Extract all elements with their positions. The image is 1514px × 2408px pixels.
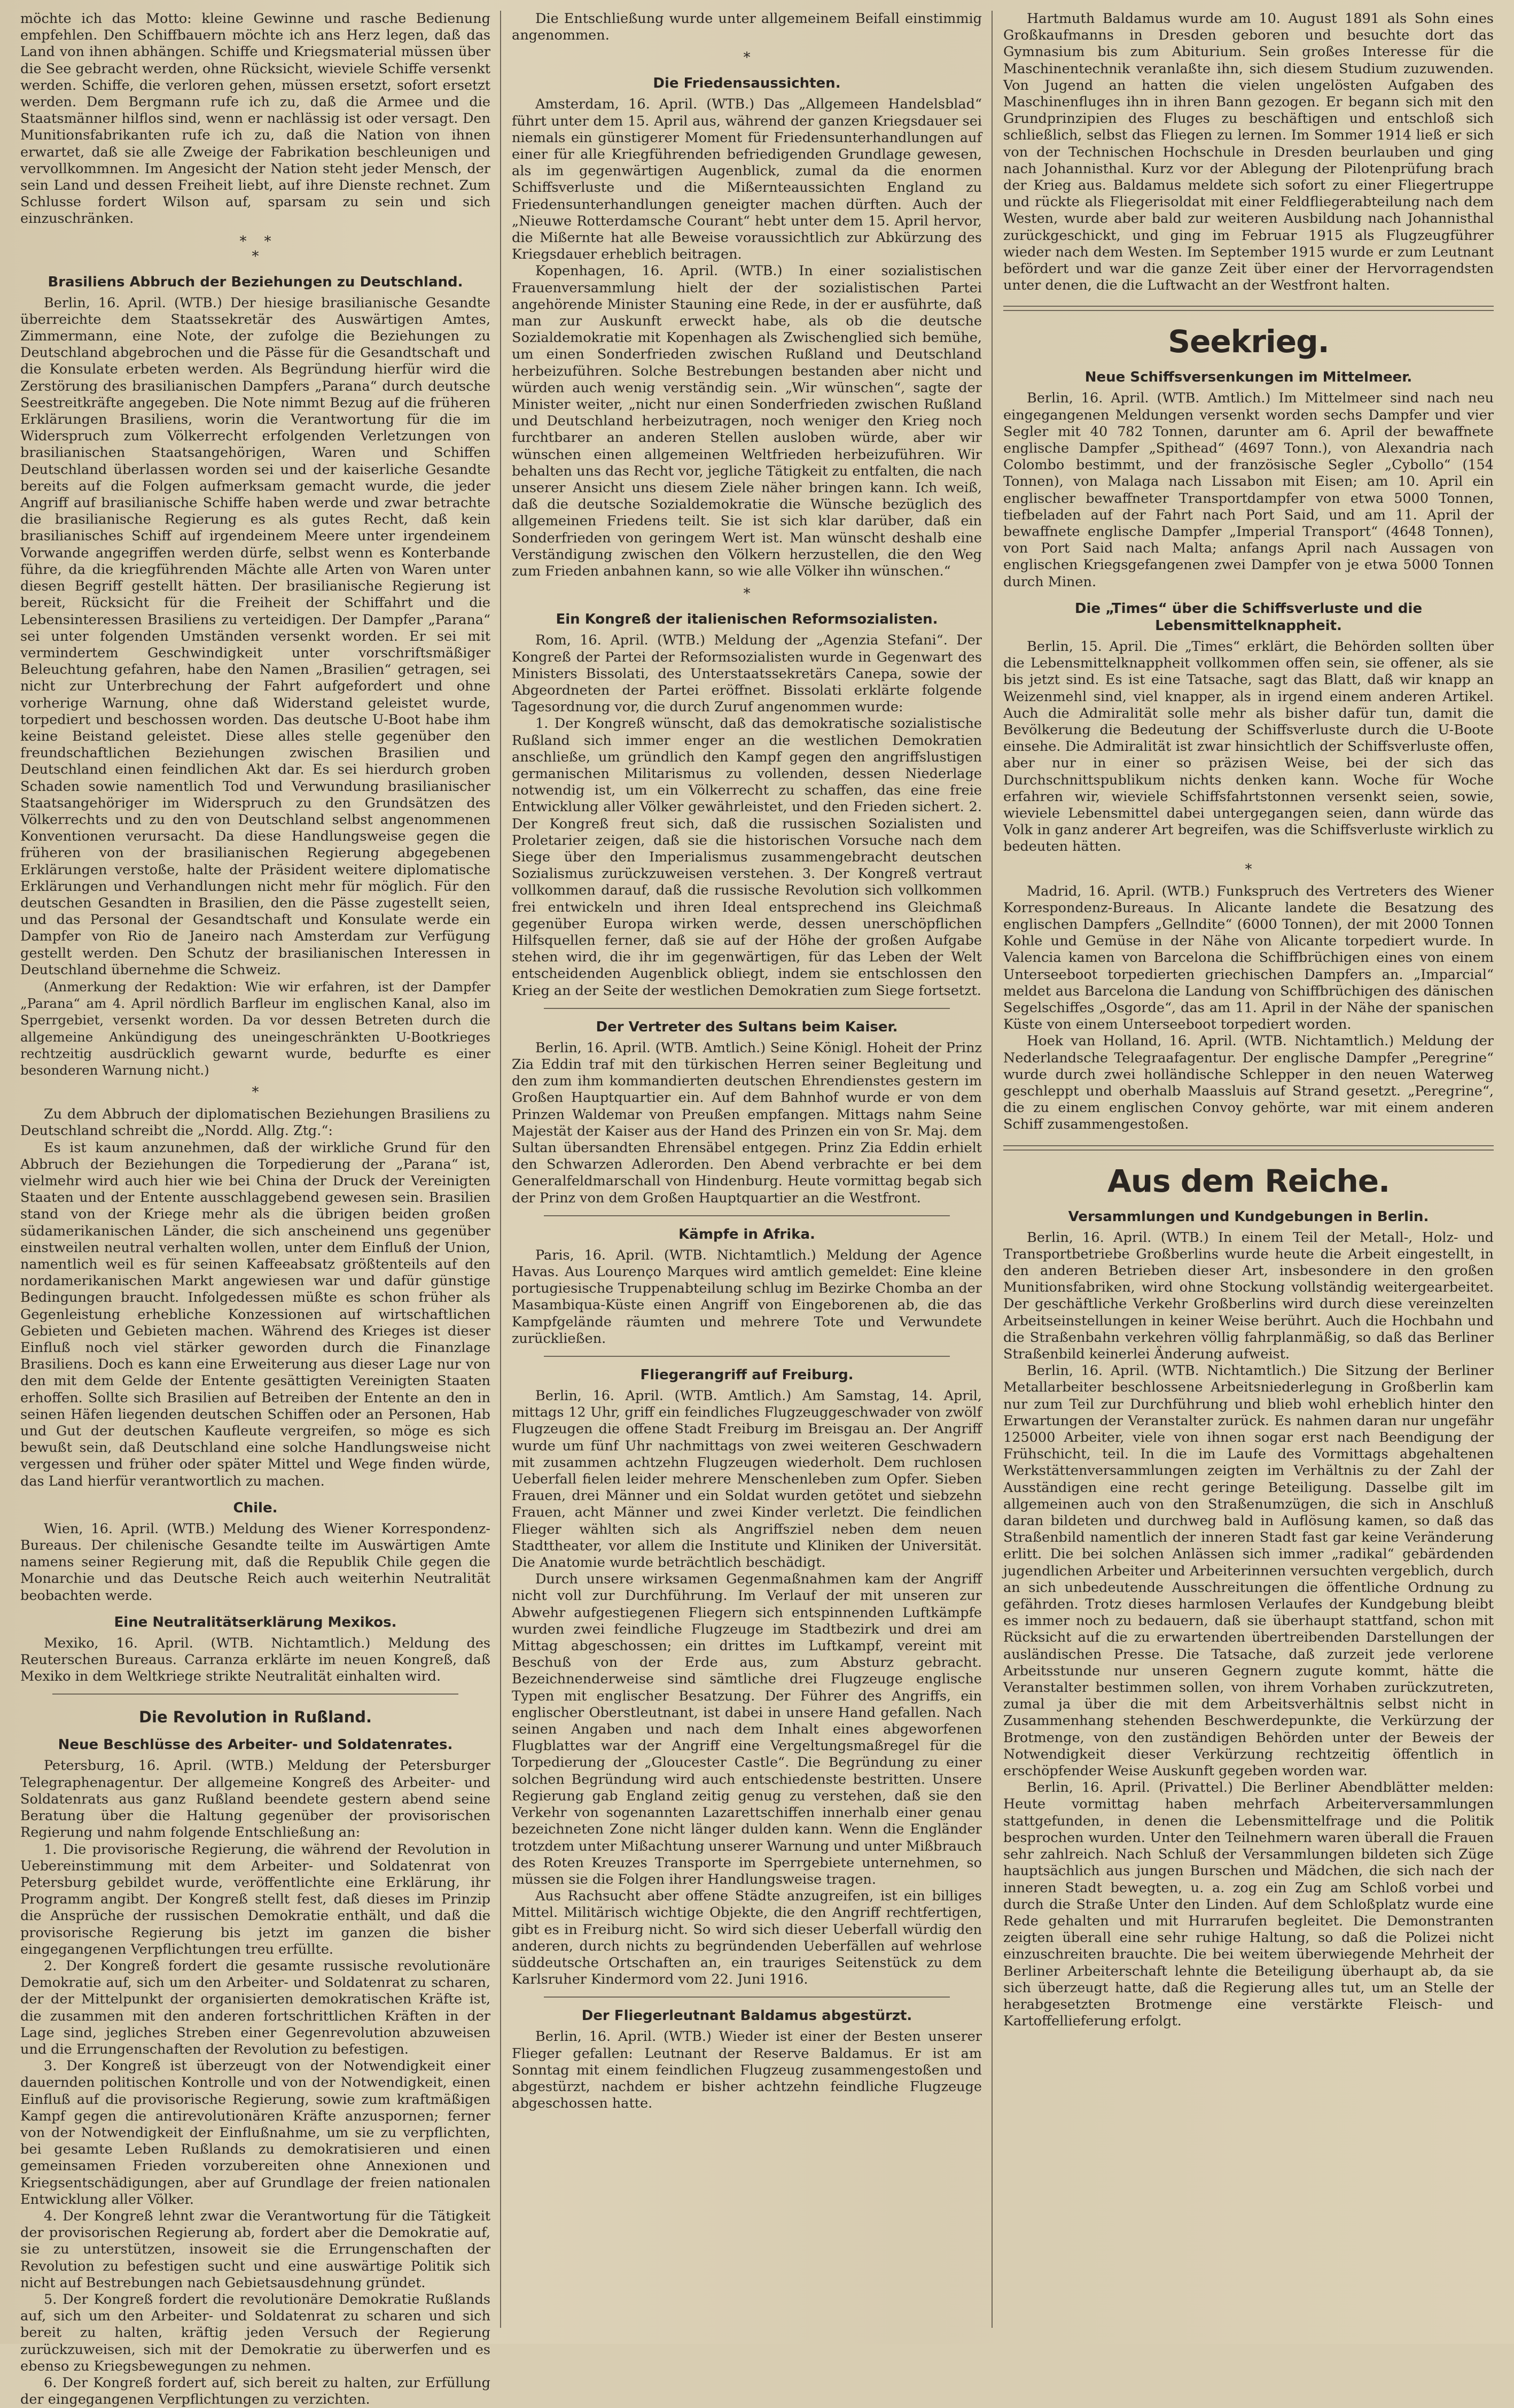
- section-rule: [52, 1694, 458, 1695]
- separator-stars: * * *: [239, 233, 271, 265]
- article-text: Berlin, 16. April. (WTB. Amtlich.) Am Samstag, 14. April, mittags 12 Uhr, griff ein feindliches Flugzeuggeschwader von zwölf Flugzeugen die offene Stadt Freiburg im Breisgau an. Der Angriff wurde um fünf Uhr nachmittags von zwei weiteren Geschwadern mit zusammen achtzehn Flugzeugen wiederholt. Dem ruchlosen Ueberfall fielen leider mehrere Menschenleben zum Opfer. Sieben Frauen, drei Männer und ein Soldat wurden getötet und siebzehn Frauen, acht Männer und zwei Kinder verletzt. Die feindlichen Flieger wählten sich als Angriffsziel neben dem neuen Stadttheater, vor allem die Institute und Kliniken der Universität. Die Anatomie wurde beträchtlich beschädigt.: [512, 1388, 982, 1571]
- column-3: [1003, 11, 1494, 2328]
- section-rule: [544, 1215, 950, 1216]
- article-text: 6. Der Kongreß fordert auf, sich bereit zu halten, zur Erfüllung der eingegangenen Verpflichtungen zu verzichten.: [20, 2375, 490, 2408]
- article-text: Berlin, 15. April. Die „Times“ erklärt, die Behörden sollten über die Lebensmittelknappheit vollkommen offen sein, sie offener, als sie bis jetzt sind. Es ist eine Tatsache, sagt das Blatt, daß wir knapp an Weizenmehl sind, viel knapper, als in irgend einem anderen Artikel. Auch die Admiralität solle mehr als bisher dafür tun, damit die Bevölkerung die Bedeutung der Schiffsverluste durch die U-Boote einsehe. Die Admiralität ist zwar hinsichtlich der Schiffsverluste offen, aber nur in einer so präzisen Weise, bei der sich das Durchschnittspublikum nichts denken kann. Woche für Woche erfahren wir, wieviele Schiffsfahrtstonnen versenkt seien, sowie, wieviele Lebensmittel dabei untergegangen seien, dann würde das Volk in ganz anderer Art begreifen, was die Schiffsverluste wirklich zu bedeuten hätten.: [1003, 638, 1494, 855]
- article-text: 2. Der Kongreß fordert die gesamte russische revolutionäre Demokratie auf, sich um den Arbeiter- und Soldatenrat zu scharen, der der Mittelpunkt der organisierten demokratischen Kräfte ist, die zusammen mit den anderen fortschrittlichen Kräften in der Lage sind, jegliches Streben einer Gegenrevolution abzuweisen und die Errungenschaften der Revolution zu befestigen.: [20, 1958, 490, 2057]
- article-text: 1. Der Kongreß wünscht, daß das demokratische sozialistische Rußland sich immer enger an die westlichen Demokratien anschließe, um gründlich den Kampf gegen den angriffslustigen germanischen Militarismus zu vollenden, dessen Niederlage notwendig ist, um ein Völkerrecht zu schaffen, das eine freie Entwicklung aller Völker gewährleistet, und den Frieden sichert. 2. Der Kongreß freut sich, daß die russischen Sozialisten und Proletarier zeigen, daß sie die historischen Vorsuche nach dem Siege über den Imperialismus zusammengebracht deutschen Sozialismus zurückzuweisen verstehen. 3. Der Kongreß vertraut vollkommen darauf, daß die russische Revolution sich vollkommen frei entwickeln und ihren Ideal entsprechend ins Gleichmaß gegenüber Europa wirken werde, dessen unerschöpflichen Hilfsquellen ferner, daß sie auf der Höhe der großen Aufgabe stehen wird, die ihr im gegenwärtigen, für das Leben der Welt entscheidenden Augenblick obliegt, indem sie entschlossen den Krieg an der Seite der westlichen Demokratien zum Siege fortsetzt.: [512, 716, 982, 999]
- separator-stars: *: [743, 50, 751, 66]
- article-text: Mexiko, 16. April. (WTB. Nichtamtlich.) Meldung des Reuterschen Bureaus. Carranza erklärte im neuen Kongreß, daß Mexiko in dem Weltkriege strikte Neutralität einhalten wird.: [20, 1635, 490, 1685]
- article-text: Petersburg, 16. April. (WTB.) Meldung der Petersburger Telegraphenagentur. Der allgemeine Kongreß des Arbeiter- und Soldatenrats aus ganz Rußland beendete gestern abend seine Beratung über die Haltung gegenüber der provisorischen Regierung und nahm folgende Entschließung an:: [20, 1758, 490, 1841]
- article-heading: Fliegerangriff auf Freiburg.: [640, 1367, 854, 1384]
- article-heading: Die „Times“ über die Schiffsverluste und die Lebensmittelknappheit.: [1074, 600, 1423, 634]
- article-text: Berlin, 16. April. (WTB.) Der hiesige brasilianische Gesandte überreichte dem Staatssekretär des Auswärtigen Amtes, Zimmermann, eine Note, der zufolge die Beziehungen zu Deutschland abgebrochen und die Pässe für die Gesandtschaft und die Konsulate erbeten werden. Als Begründung hierfür wird die Zerstörung des brasilianischen Dampfers „Parana“ durch deutsche Seestreitkräfte angegeben. Die Note nimmt Bezug auf die früheren Erklärungen Brasiliens, worin die Verantwortung für die im Widerspruch zum Völkerrecht erfolgenden Verletzungen von brasilianischen Staatsangehörigen, Waren und Schiffen Deutschland überlassen worden sei und der kaiserliche Gesandte bereits auf die Folgen aufmerksam gemacht wurde, die jeder Angriff auf brasilianische Schiffe haben werde und zwar betrachte die brasilianische Regierung es als gutes Recht, daß kein brasilianisches Schiff auf irgendeinem Meere unter irgendeinem Vorwande angegriffen werden dürfe, selbst wenn es Konterbande führe, da die kriegführenden Mächte alle Arten von Waren unter diesen Begriff gestellt hätten. Der brasilianische Regierung ist bereit, Rücksicht für die Freiheit der Schiffahrt und die Lebensinteressen Brasiliens zu verteidigen. Der Dampfer „Parana“ sei unter folgenden Umständen versenkt worden. Er sei mit vermindertem Geschwindigkeit unter vorschriftsmäßiger Beleuchtung gefahren, habe den Namen „Brasilien“ getragen, sei nicht zur Unterbrechung der Fahrt aufgefordert und ohne vorherige Warnung, ohne daß Widerstand geleistet wurde, torpediert und beschossen worden. Das deutsche U-Boot habe ihm keine Beistand geleistet. Diese alles stelle gegenüber den freundschaftlichen Beziehungen zwischen Brasilien und Deutschland einen feindlichen Akt dar. Es sei hierdurch groben Schaden sowie namentlich Tod und Verwundung brasilianischer Staatsangehöriger im Widerspruch zu den Grundsätzen des Völkerrechts und zu den von Deutschland selbst angenommenen Konventionen verursacht. Da diese Handlungsweise gegen die früheren von der brasilianischen Regierung abgegebenen Erklärungen verstoße, halte der Präsident weitere diplomatische Erklärungen und Verhandlungen nicht mehr für möglich. Für den deutschen Gesandten in Brasilien, den die Pässe zugestellt seien, und das Personal der Gesandtschaft und Konsulate werde ein Dampfer von Rio de Janeiro nach Amsterdam zur Verfügung gestellt werden. Den Schutz der brasilianischen Interessen in Deutschland übernehme die Schweiz.: [20, 294, 490, 978]
- article-text: 1. Die provisorische Regierung, die während der Revolution in Uebereinstimmung mit dem Arbeiter- und Soldatenrat von Petersburg gebildet wurde, veröffentlichte eine Erklärung, ihr Programm angibt. Der Kongreß stellt fest, daß dieses im Prinzip die Ansprüche der russischen Demokratie enthält, und daß die provisorische Regierung bis jetzt im ganzen die bisher eingegangenen Verpflichtungen treu erfüllte.: [20, 1841, 490, 1958]
- article-heading: Ein Kongreß der italienischen Reformsozialisten.: [556, 611, 938, 628]
- article-text: Berlin, 16. April. (Privattel.) Die Berliner Abendblätter melden: Heute vormittag haben mehrfach Arbeiterversammlungen stattgefunden, in denen die Lebensmittelfrage und die Politik besprochen wurden. Unter den Teilnehmern waren überall die Frauen sehr zahlreich. Nach Schluß der Versammlungen bildeten sich Züge hauptsächlich aus jungen Burschen und Mädchen, die sich nach der inneren Stadt bewegten, u. a. zog ein Zug am Schloß vorbei und durch die Straße Unter den Linden. Auf dem Schloßplatz wurde eine Rede gehalten und mit Hurrarufen begleitet. Die Demonstranten zeigten überall eine sehr ruhige Haltung, so daß die Polizei nicht einzuschreiten brauchte. Die bei weitem überwiegende Mehrheit der Berliner Arbeiterschaft lehnte die Beteiligung überhaupt ab, da sie sich überzeugt hatte, daß die Regierung alles tut, um an Stelle der herabgesetzten Brotmenge eine verstärkte Fleisch- und Kartoffellieferung erfolgt.: [1003, 1780, 1494, 2030]
- section-rule: [544, 1356, 950, 1357]
- article-heading: Kämpfe in Afrika.: [678, 1226, 815, 1242]
- article-text: Berlin, 16. April. (WTB. Amtlich.) Im Mittelmeer sind nach neu eingegangenen Meldungen versenkt worden sechs Dampfer und vier Segler mit 40 782 Tonnen, darunter am 6. April der bewaffnete englische Dampfer „Spithead“ (4697 Tonn.), von Alexandria nach Colombo bestimmt, und der französische Segler „Cybollo“ (154 Tonnen), von Malaga nach Lissabon mit Eisen; am 10. April ein englischer bewaffneter Transportdampfer von etwa 5000 Tonnen, tiefbeladen auf der Fahrt nach Port Said, und am 11. April der bewaffnete englische Dampfer „Imperial Transport“ (4648 Tonnen), von Port Said nach Malta; anfangs April nach Aussagen von englischen Kriegsgefangenen zwei Dampfer von je etwa 5000 Tonnen durch Minen.: [1003, 390, 1494, 590]
- column-1: [20, 11, 490, 2408]
- editorial-note: (Anmerkung der Redaktion: Wie wir erfahren, ist der Dampfer „Parana“ am 4. April nördlich Barfleur im englischen Kanal, also im Sperrgebiet, versenkt worden. Da vor dessen Betreten durch die allgemeine Ankündigung des uneingeschränkten U-Bootkrieges rechtzeitig ausdrücklich gewarnt wurde, bedurfte es einer besonderen Warnung nicht.): [20, 978, 490, 1078]
- article-text: 3. Der Kongreß ist überzeugt von der Notwendigkeit einer dauernden politischen Kontrolle und von der Notwendigkeit, einen Einfluß auf die provisorische Regierung, sowie zum kraftmäßigen Kampf gegen die antirevolutionären Kräfte anzuspornen; ferner von der Notwendigkeit der Einflußnahme, um sie zu verpflichten, bei gesamte Leben Rußlands zu demokratisieren und einen gemeinsamen Frieden vorzubereiten ohne Annexionen und Kriegsentschädigungen, aber auf Grundlage der freien nationalen Entwicklung aller Völker.: [20, 2058, 490, 2208]
- article-text: Kopenhagen, 16. April. (WTB.) In einer sozialistischen Frauenversammlung hielt der der sozialistischen Partei angehörende Minister Stauning eine Rede, in der er ausführte, daß man zur Auskunft erweckt habe, als ob die deutsche Sozialdemokratie mit Kopenhagen als Zwischenglied sich bemühe, um einen Sonderfrieden zwischen Rußland und Deutschland herbeizuführen. Solche Bestrebungen bestanden aber nicht und würden auch wenig verständig sein. „Wir wünschen“, sagte der Minister weiter, „nicht nur einen Sonderfrieden zwischen Rußland und Deutschland herbeizutragen, noch weniger den Krieg noch furchtbarer an anderen Stellen ausloben würde, aber wir wünschen einen allgemeinen Weltfrieden herbeizuführen. Wir behalten uns das Recht vor, jegliche Tätigkeit zu entfalten, die nach unserer Ansicht uns diesem Ziele näher bringen kann. Ich weiß, daß die deutsche Sozialdemokratie die Wünsche bezüglich des allgemeinen Friedens teilt. Sie ist sich klar darüber, daß ein Sonderfrieden von geringem Wert ist. Man wünscht deshalb eine Verständigung zwischen den Völkern herzustellen, die den Weg zum Frieden anbahnen kann, so wie alle Völker ihn wünschen.“: [512, 263, 982, 580]
- article-text: Berlin, 16. April. (WTB.) In einem Teil der Metall-, Holz- und Transportbetriebe Großberlins wurde heute die Arbeit eingestellt, in den anderen Betrieben dieser Art, insbesondere in den großen Munitionsfabriken, wird ohne Stockung vollständig weitergearbeitet. Der geschäftliche Verkehr Großberlins wird durch diese vereinzelten Arbeitseinstellungen in keiner Weise berührt. Auch die Hochbahn und die Straßenbahn verkehren völlig fahrplanmäßig, so daß das Berliner Straßenbild keinerlei Änderung aufweist.: [1003, 1229, 1494, 1362]
- article-subheading: Neue Schiffsversenkungen im Mittelmeer.: [1084, 369, 1412, 386]
- article-text: Berlin, 16. April. (WTB. Nichtamtlich.) Die Sitzung der Berliner Metallarbeiter beschlossene Arbeitsniederlegung in Großberlin kam nur zum Teil zur Durchführung und blieb wohl erheblich hinter den Erwartungen der Veranstalter zurück. Es nahmen daran nur ungefähr 125000 Arbeiter, viele von ihnen sogar erst nach Beendigung der Frühschicht, teil. In die im Laufe des Vormittags abgehaltenen Werkstättenversammlungen zeigten im Verhältnis zu der Zahl der Ausständigen eine recht geringe Beteiligung. Dasselbe gilt im allgemeinen auch von den Straßenumzügen, die sich in Anschluß daran bildeten und durchweg bald in Auflösung kamen, so daß das Straßenbild namentlich der inneren Stadt fast gar keine Veränderung erlitt. Die bei solchen Anlässen sich immer „radikal“ gebärdenden jugendlichen Arbeiter und Arbeiterinnen versuchten vergeblich, durch an sich unbedeutende Ausschreitungen die öffentliche Ordnung zu gefährden. Trotz dieses harmlosen Verlaufes der Kundgebung bleibt es immer noch zu bedauern, daß sie überhaupt stattfand, schon mit Rücksicht auf die zu erwartenden übertreibenden Darstellungen der ausländischen Presse. Die Tatsache, daß zurzeit jede verlorene Arbeitsstunde nur unseren Gegnern zugute kommt, hätte die Veranstalter bestimmen sollen, von ihrem Vorhaben zurückzutreten, zumal ja über die mit dem Arbeitsverhältnis selbst nicht in Zusammenhang stehenden Beschwerdepunkte, die Verkürzung der Brotmenge, von den zuständigen Behörden unter der Beweis der Notwendigkeit dieser Verkürzung rechtzeitig öffentlich in erschöpfender Weise Auskunft gegeben worden war.: [1003, 1363, 1494, 1780]
- column-rule: [992, 11, 993, 2328]
- separator-stars: *: [252, 1084, 259, 1101]
- section-heading: Aus dem Reiche.: [1107, 1162, 1390, 1199]
- article-text: Rom, 16. April. (WTB.) Meldung der „Agenzia Stefani“. Der Kongreß der Partei der Reformsozialisten wurde in Gegenwart des Ministers Bissolati, des Unterstaatssekretärs Canepa, sowie der Abgeordneten der Partei eröffnet. Bissolati erklärte folgende Tagesordnung vor, die durch Zuruf angenommen wurde:: [512, 632, 982, 716]
- column-2: [512, 11, 982, 2328]
- separator-stars: *: [743, 586, 751, 602]
- section-heading: Die Revolution in Rußland.: [138, 1708, 372, 1727]
- section-heading: Seekrieg.: [1168, 323, 1329, 360]
- article-text: Es ist kaum anzunehmen, daß der wirkliche Grund für den Abbruch der Beziehungen die Torpedierung der „Parana“ ist, vielmehr wird auch hier wie bei China der Druck der Vereinigten Staaten und der Entente ausschlaggebend gewesen sein. Brasilien stand von der Kriege mehr als die übrigen beiden großen südamerikanischen Länder, die sich anscheinend uns gegenüber einstweilen neutral verhalten wollen, unter dem Einfluß der Union, namentlich weil es für seinen Kaffeeabsatz größtenteils auf den nordamerikanischen Markt angewiesen war und dafür günstige Bedingungen braucht. Infolgedessen müßte es schon früher als Gegenleistung erhebliche Konzessionen auf wirtschaftlichen Gebieten und Gebieten machen. Während des Krieges ist dieser Einfluß noch viel stärker geworden durch die Finanzlage Brasiliens. Doch es kann eine Erweiterung aus dieser Lage nur von den mit dem Gelde der Entente gesättigten Vereinigten Staaten erhoffen. Sollte sich Brasilien auf Betreiben der Entente an den in seinen Häfen liegenden deutschen Schiffen oder an Personen, Hab und Gut der deutschen Kaufleute vergreifen, so möge es sich bewußt sein, daß Deutschland eine solche Handlungsweise nicht vergessen und früher oder später Mittel und Wege finden würde, das Land hierfür verantwortlich zu machen.: [20, 1139, 490, 1489]
- article-text: Amsterdam, 16. April. (WTB.) Das „Allgemeen Handelsblad“ führt unter dem 15. April aus, während der ganzen Kriegsdauer sei niemals ein günstigerer Moment für Friedensunterhandlungen auf einer für alle Kriegführenden befriedigenden Grundlage gewesen, als im gegenwärtigen Augenblick, zumal da die enormen Schiffsverluste und die Mißernteaussichten England zu Friedensunterhandlungen geneigter machen dürften. Auch der „Nieuwe Rotterdamsche Courant“ hebt unter dem 15. April hervor, die Mißernte hat alle Beweise voraussichtlich zur Abkürzung des Kriegsdauer erheblich beitragen.: [512, 96, 982, 263]
- article-heading: Der Vertreter des Sultans beim Kaiser.: [596, 1019, 898, 1035]
- article-heading: Brasiliens Abbruch der Beziehungen zu Deutschland.: [48, 274, 463, 290]
- article-heading: Der Fliegerleutnant Baldamus abgestürzt.: [581, 2008, 912, 2024]
- article-subheading: Neue Beschlüsse des Arbeiter- und Soldatenrates.: [58, 1737, 453, 1753]
- article-text: Berlin, 16. April. (WTB.) Wieder ist einer der Besten unserer Flieger gefallen: Leutnant der Reserve Baldamus. Er ist am Sonntag mit einem feindlichen Flugzeug zusammengestoßen und abgestürzt, nachdem er bisher achtzehn feindliche Flugzeuge abgeschossen hatte.: [512, 2029, 982, 2112]
- article-text: 5. Der Kongreß fordert die revolutionäre Demokratie Rußlands auf, sich um den Arbeiter- und Soldatenrat zu scharen und sich bereit zu halten, kräftig jeden Versuch der Regierung zurückzuweisen, sich mit der Demokratie zu überwerfen und es ebenso zu Kriegsbewegungen zu nehmen.: [20, 2291, 490, 2374]
- section-rule: [1003, 306, 1494, 311]
- article-text: Paris, 16. April. (WTB. Nichtamtlich.) Meldung der Agence Havas. Aus Lourenço Marques wird amtlich gemeldet: Eine kleine portugiesische Truppenabteilung schlug im Bezirke Chomba an der Masambiqua-Küste einen Angriff von Eingeborenen ab, die das Kampfgelände räumten und mehrere Tote und Verwundete zurückließen.: [512, 1247, 982, 1347]
- section-rule: [544, 1997, 950, 1998]
- section-rule: [544, 1008, 950, 1009]
- article-heading: Chile.: [233, 1500, 278, 1516]
- article-text: Berlin, 16. April. (WTB. Amtlich.) Seine Königl. Hoheit der Prinz Zia Eddin traf mit den türkischen Herren seiner Begleitung und den zum ihm kommandierten deutschen Ehrendienstes gestern im Großen Hauptquartier ein. Auf dem Bahnhof wurde er von dem Prinzen Waldemar von Preußen empfangen. Mittags nahm Seine Majestät der Kaiser aus der Hand des Prinzen ein von Sr. Maj. dem Sultan übersandten Ehrensäbel entgegen. Prinz Zia Eddin erhielt den Schwarzen Adlerorden. Den Abend verbrachte er bei dem Generalfeldmarschall von Hindenburg. Heute vormittag begab sich der Prinz von dem Großen Hauptquartier an die Westfront.: [512, 1039, 982, 1206]
- section-rule: [1003, 1145, 1494, 1151]
- article-text: Durch unsere wirksamen Gegenmaßnahmen kam der Angriff nicht voll zur Durchführung. Im Verlauf der mit unseren zur Abwehr aufgestiegenen Fliegern sich entspinnenden Luftkämpfe wurden zwei feindliche Flugzeuge im Stadtbezirk und drei am Mittag abgeschossen; ein drittes im Luftkampf, vereint mit Beschuß von der Erde aus, zum Absturz gebracht. Bezeichnenderweise sind sämtliche drei Flugzeuge englische Typen mit englischer Besatzung. Der Führer des Angriffs, ein englischer Oberstleutnant, ist dabei in unsere Hand gefallen. Nach seinen Angaben und nach dem Inhalt eines abgeworfenen Flugblattes war der Angriff eine Vergeltungsmaßregel für die Torpedierung der „Gloucester Castle“. Die Begründung zu einer solchen Begründung wird auch entschiedenste bestritten. Unsere Regierung gab England zeitig genug zu verstehen, daß sie den Verkehr von sogenannten Lazarettschiffen innerhalb einer genau bezeichneten Zone nicht länger dulden kann. Wenn die Engländer trotzdem unter Mißachtung unserer Warnung und unter Mißbrauch des Roten Kreuzes Transporte im Sperrgebiete unternehmen, so müssen sie die Folgen ihrer Handlungsweise tragen.: [512, 1571, 982, 1887]
- article-heading: Die Friedensaussichten.: [653, 75, 841, 92]
- separator-stars: *: [1245, 861, 1252, 877]
- article-text: Wien, 16. April. (WTB.) Meldung des Wiener Korrespondenz-Bureaus. Der chilenische Gesandte teilte im Auswärtigen Amte namens seiner Regierung mit, daß die Republik Chile gegen die Monarchie und das Deutsche Reich auch weiterhin Neutralität beobachten werde.: [20, 1520, 490, 1604]
- column-rule: [500, 11, 501, 2328]
- article-text: möchte ich das Motto: kleine Gewinne und rasche Bedienung empfehlen. Den Schiffbauern möchte ich ans Herz legen, daß das Land von ihnen abhängen. Schiffe und Kriegsmaterial müssen über die See gebracht werden, ohne Rücksicht, wieviele Schiffe versenkt werden. Schiffe, die verloren gehen, müssen ersetzt, sofort ersetzt werden. Dem Bergmann rufe ich zu, daß die Armee und die Staatsmänner hilflos sind, wenn er nachlässig ist oder versagt. Den Munitionsfabrikanten rufe ich zu, daß die Nation von ihnen erwartet, daß sie alle Zweige der Fabrikation beschleunigen und vervollkommnen. Im Angesicht der Nation steht jeder Mensch, der sein Land und dessen Freiheit liebt, auf ihre Dienste rechnet. Zum Schlusse fordert Wilson auf, sparsam zu sein und sich einzuschränken.: [20, 11, 490, 227]
- article-text: Hoek van Holland, 16. April. (WTB. Nichtamtlich.) Meldung der Nederlandsche Telegraafagentur. Der englische Dampfer „Peregrine“ wurde durch zwei holländische Schlepper in den neuen Waterweg geschleppt und oberhalb Maassluis auf Strand gesetzt. „Peregrine“, die zu einem englischen Convoy gehörte, war mit einem anderen Schiff zusammengestoßen.: [1003, 1033, 1494, 1133]
- article-text: Die Entschließung wurde unter allgemeinem Beifall einstimmig angenommen.: [512, 11, 982, 44]
- article-text: Aus Rachsucht aber offene Städte anzugreifen, ist ein billiges Mittel. Militärisch wichtige Objekte, die den Angriff rechtfertigen, gibt es in Freiburg nicht. So wird sich dieser Ueberfall würdig den anderen, durch nichts zu begründenden Ueberfällen auf wehrlose süddeutsche Ortschaften an, ein trauriges Seitenstück zu dem Karlsruher Kindermord vom 22. Juni 1916.: [512, 1888, 982, 1988]
- article-text: 4. Der Kongreß lehnt zwar die Verantwortung für die Tätigkeit der provisorischen Regierung ab, fordert aber die Demokratie auf, sie zu unterstützen, insoweit sie die Errungenschaften der Revolution zu befestigen sucht und eine auswärtige Politik sich nicht auf Bestrebungen nach Gebietsausdehnung gründet.: [20, 2208, 490, 2291]
- article-text: Madrid, 16. April. (WTB.) Funkspruch des Vertreters des Wiener Korrespondenz-Bureaus. In Alicante landete die Besatzung des englischen Dampfers „Gellndite“ (6000 Tonnen), der mit 2000 Tonnen Kohle und Gemüse in der Nähe von Alicante torpediert wurde. In Valencia kamen von Barcelona die Schiffbrüchigen eines von einem Unterseeboot torpedierten griechischen Dampfers an. „Imparcial“ meldet aus Barcelona die Landung von Schiffbrüchigen des dänischen Segelschiffes „Osgorde“, das am 11. April in der Nähe der spanischen Küste von einem Unterseeboot torpediert worden.: [1003, 883, 1494, 1033]
- article-heading: Eine Neutralitätserklärung Mexikos.: [114, 1614, 397, 1630]
- article-subheading: Versammlungen und Kundgebungen in Berlin.: [1068, 1208, 1429, 1225]
- article-text: Zu dem Abbruch der diplomatischen Beziehungen Brasiliens zu Deutschland schreibt die „Nordd. Allg. Ztg.“:: [20, 1106, 490, 1139]
- article-text: Hartmuth Baldamus wurde am 10. August 1891 als Sohn eines Großkaufmanns in Dresden geboren und besuchte dort das Gymnasium bis zum Abiturium. Sein großes Interesse für die Maschinentechnik veranlaßte ihn, sich diesem Studium zuzuwenden. Von Jugend an hatten die vielen ungelösten Aufgaben des Maschinenfluges ihn in ihren Bann gezogen. Er begann sich mit den Grundprinzipien des Fluges zu beschäftigen und entschloß sich schließlich, selbst das Fliegen zu lernen. Im Sommer 1914 ließ er sich von der Technischen Hochschule in Dresden beurlauben und ging nach Johannisthal. Kurz vor der Ablegung der Pilotenprüfung brach der Krieg aus. Baldamus meldete sich sofort zu einer Fliegertruppe und rückte als Fliegerisoldat mit einer Feldfliegerabteilung nach dem Westen, wurde aber bald zur weiteren Ausbildung nach Johannisthal zurückgeschickt, und ging im Februar 1915 als Flugzeugführer wieder nach dem Westen. Im September 1915 wurde er zum Leutnant befördert und war die ganze Zeit über einer der Hervorragendsten unter denen, die die Luftwacht an der Westfront halten.: [1003, 11, 1494, 294]
